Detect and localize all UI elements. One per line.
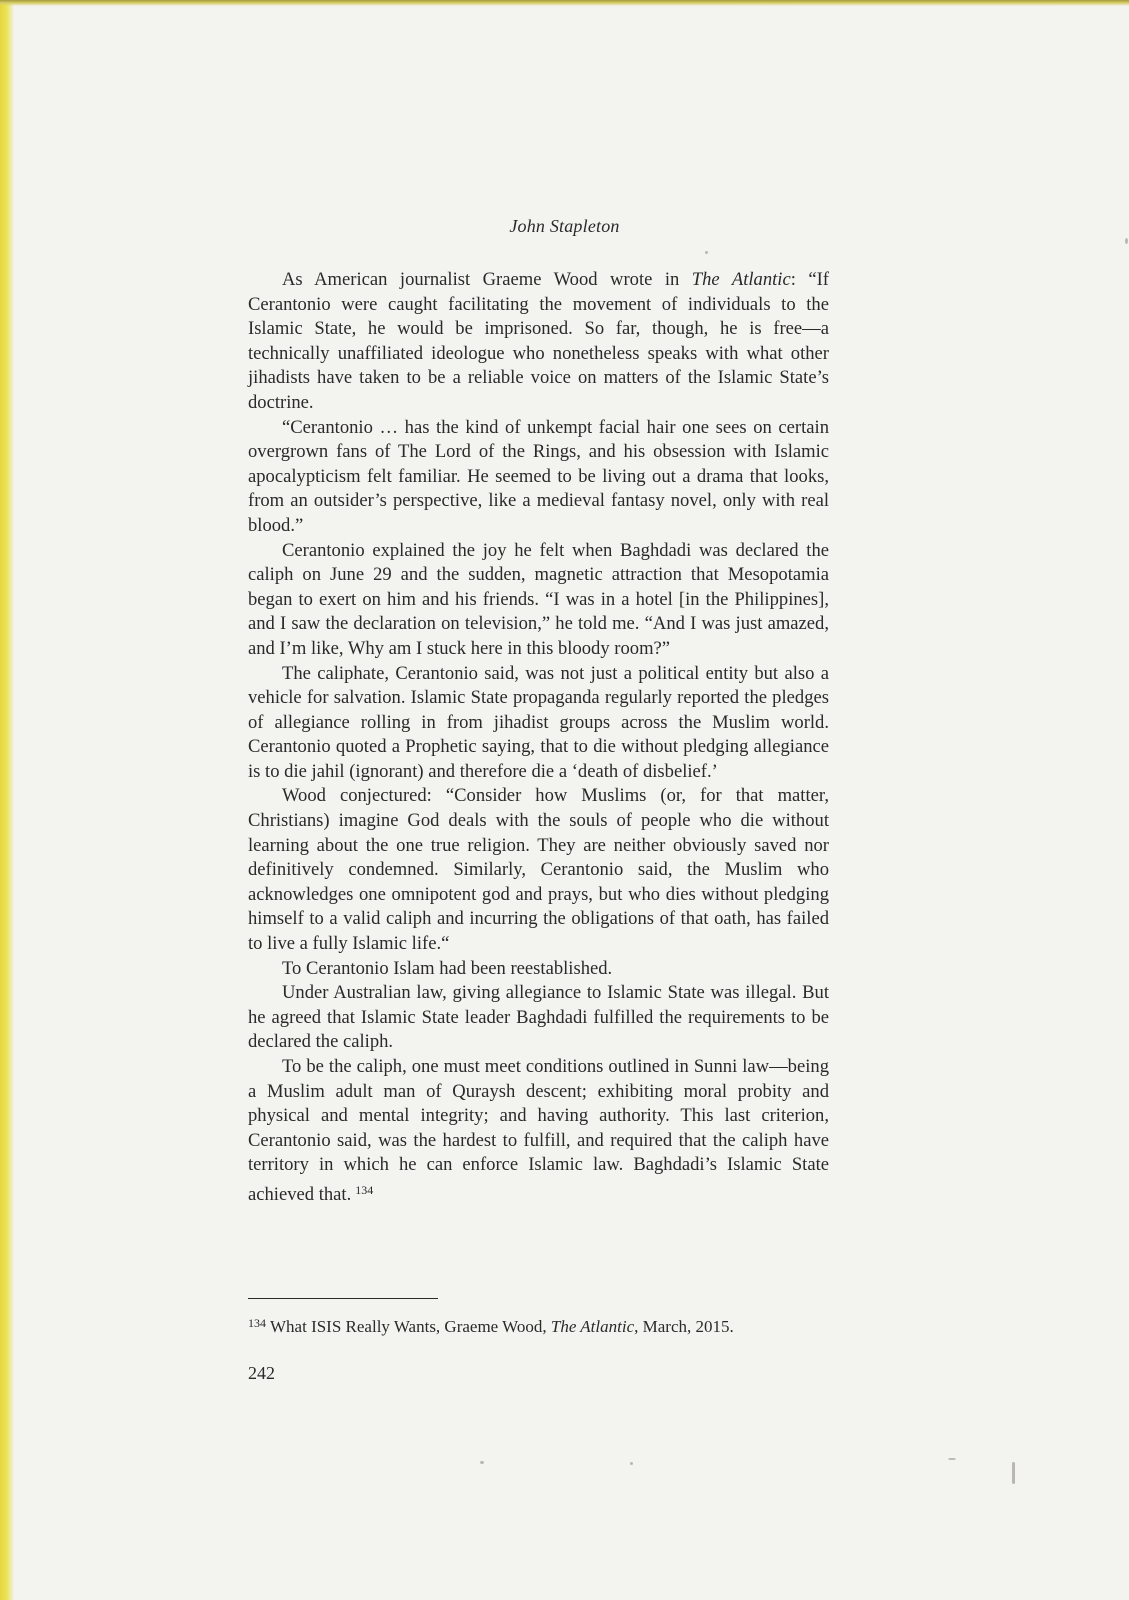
- running-head: John Stapleton: [509, 216, 620, 236]
- footnote-publication: The Atlantic: [550, 1317, 635, 1336]
- footnote-number: 134: [248, 1316, 266, 1330]
- page-number: 242: [248, 1363, 275, 1383]
- paragraph-7: Under Australian law, giving allegiance to Islamic State was illegal. But he agreed that Islamic State leader Baghdadi fulfilled the requirements to be declared the caliph.: [248, 982, 829, 1053]
- footnote-divider: [248, 1298, 438, 1299]
- paragraph-2: “Cerantonio … has the kind of unkempt facial hair one sees on certain overgrown fans of The Lord of the Rings, and his obsession with Islamic apocalypticism felt familiar. He seemed to be living out a drama that looks, from an outsider’s perspective, like a medieval fantasy novel, only with real blood.”: [248, 416, 829, 536]
- scan-speck: [705, 251, 708, 254]
- footnote-reference: 134: [355, 1182, 374, 1197]
- paragraph-5: Wood conjectured: “Consider how Muslims (or, for that matter, Christians) imagine God deals with the souls of people who die without learning about the one true religion. They are neither obviously saved nor definitively condemned. Similarly, Cerantonio said, the Muslim who acknowledges one omnipotent god and prays, but who dies without pledging himself to a valid caliph and incurring the obligations of that oath, has failed to live a fully Islamic life.“: [248, 785, 829, 955]
- scan-speck: [480, 1461, 484, 1464]
- scan-speck: [1012, 1462, 1015, 1484]
- paragraph-8: To be the caliph, one must meet conditions outlined in Sunni law—being a Muslim adult man of Quraysh descent; exhibiting moral probity and physical and mental integrity; and having authority. This last criterion, Cerantonio said, was the hardest to fulfill, and required that the caliph have territory in which he can enforce Islamic law. Baghdadi’s Islamic State achieved that. $^{134}$: [248, 1056, 829, 1205]
- scan-speck: [948, 1458, 956, 1460]
- footnote-date: , March, 2015.: [634, 1317, 734, 1336]
- body-text: [248, 268, 829, 1208]
- footnote: [248, 1312, 948, 1338]
- paragraph-4: The caliphate, Cerantonio said, was not just a political entity but also a vehicle for salvation. Islamic State propaganda regularly reported the pledges of allegiance rolling in from jihadist groups across the Muslim world. Cerantonio quoted a Prophetic saying, that to die without pledging allegiance is to die jahil (ignorant) and therefore die a ‘death of disbelief.’: [248, 662, 829, 782]
- footnote-text: What ISIS Really Wants, Graeme Wood,: [270, 1317, 551, 1336]
- scan-speck: [630, 1462, 633, 1465]
- paragraph-3: Cerantonio explained the joy he felt when Baghdadi was declared the caliph on June 29 and the sudden, magnetic attraction that Mesopotamia began to exert on him and his friends. “I was in a hotel [in the Philippines], and I saw the declaration on television,” he told me. “And I was just amazed, and I’m like, Why am I stuck here in this bloody room?”: [248, 539, 829, 659]
- paragraph-1: As American journalist Graeme Wood wrote in The Atlantic: “If Cerantonio were caught facilitating the movement of individuals to the Islamic State, he would be imprisoned. So far, though, he is free—a technically unaffiliated ideologue who nonetheless speaks with what other jihadists have taken to be a reliable voice on matters of the Islamic State’s doctrine.: [248, 269, 829, 413]
- scan-speck: [1125, 238, 1128, 244]
- paragraph-6: To Cerantonio Islam had been reestablished.: [282, 957, 613, 979]
